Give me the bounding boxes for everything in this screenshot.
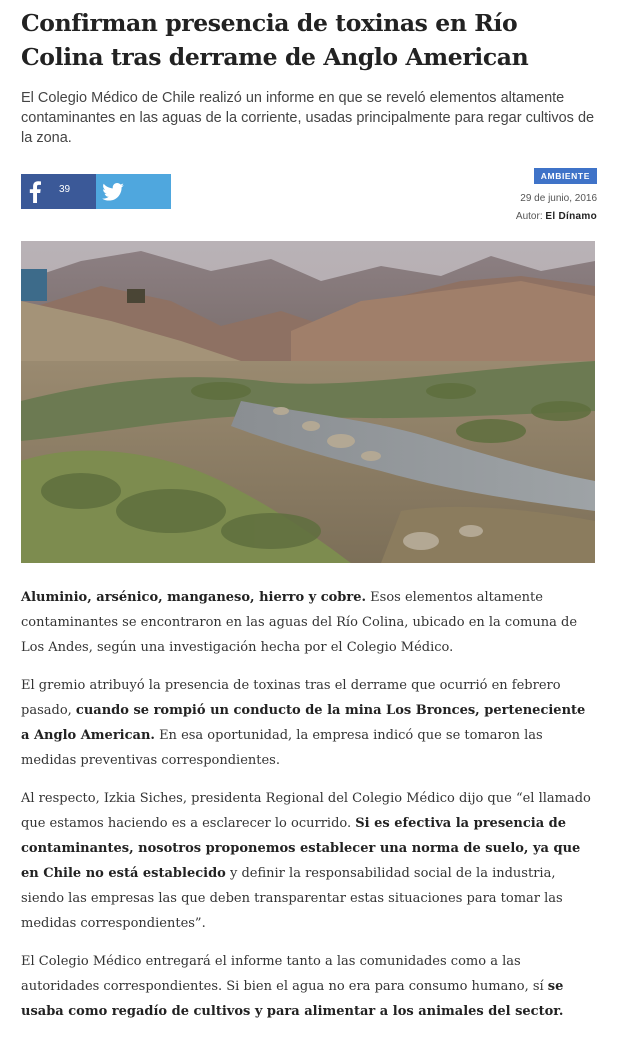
body-emphasis: se usaba como regadío de cultivos y para alimentar a los animales del sector. [21,979,564,1019]
body-text-run: El Colegio Médico entregará el informe tanto a las comunidades como a las autoridades correspondientes. Si bien el agua no era para consumo humano, sí [21,954,548,994]
body-paragraph [21,786,597,936]
river-landscape-image [21,241,595,563]
body-emphasis: cuando se rompió un conducto de la mina Los Bronces, perteneciente a Anglo American. [21,703,586,743]
category-badge[interactable]: AMBIENTE [534,168,597,184]
body-emphasis: Aluminio, arsénico, manganeso, hierro y cobre. [21,590,367,605]
article-photo [21,241,595,563]
body-paragraph [21,585,597,660]
body-emphasis: Si es efectiva la presencia de contaminantes, nosotros proponemos establecer una norma de suelo, ya que en Chile no está establecido [21,816,581,881]
share-bar [21,174,171,209]
facebook-share-button[interactable] [21,174,96,209]
article-title: Confirman presencia de toxinas en Río Colina tras derrame de Anglo American [21,9,529,71]
body-text-run: Esos elementos altamente contaminantes se encontraron en las aguas del Río Colina, ubicado en la comuna de Los Andes, según una investigación hecha por el Colegio Médico. [21,590,578,655]
body-paragraph [21,673,597,773]
body-text-run: Al respecto, Izkia Siches, presidenta Regional del Colegio Médico dijo que “el llamado que estamos haciendo es a esclarecer lo ocurrido. [21,791,591,831]
author-name[interactable]: El Dínamo [545,211,597,222]
article-body [21,585,597,1037]
publish-date: 29 de junio, 2016 [520,193,597,204]
facebook-icon [29,181,41,203]
body-text-run: En esa oportunidad, la empresa indicó que se tomaron las medidas preventivas correspondientes. [21,728,543,768]
body-text-run: y definir la responsabilidad social de la industria, siendo las empresas las que deben transparentar estas situaciones para tomar las medidas correspondientes”. [21,866,563,931]
author-line [516,210,597,223]
body-text-run: El gremio atribuyó la presencia de toxinas tras el derrame que ocurrió en febrero pasado, [21,678,561,718]
facebook-share-count: 39 [59,184,71,195]
article-meta [516,164,597,223]
twitter-share-button[interactable] [96,174,171,209]
twitter-icon [102,183,124,201]
article-lead: El Colegio Médico de Chile realizó un informe en que se reveló elementos altamente contaminantes en las aguas de la corriente, usadas principalmente para regar cultivos de la zona. [21,90,595,146]
body-paragraph [21,949,597,1024]
author-label: Autor: [515,211,543,222]
